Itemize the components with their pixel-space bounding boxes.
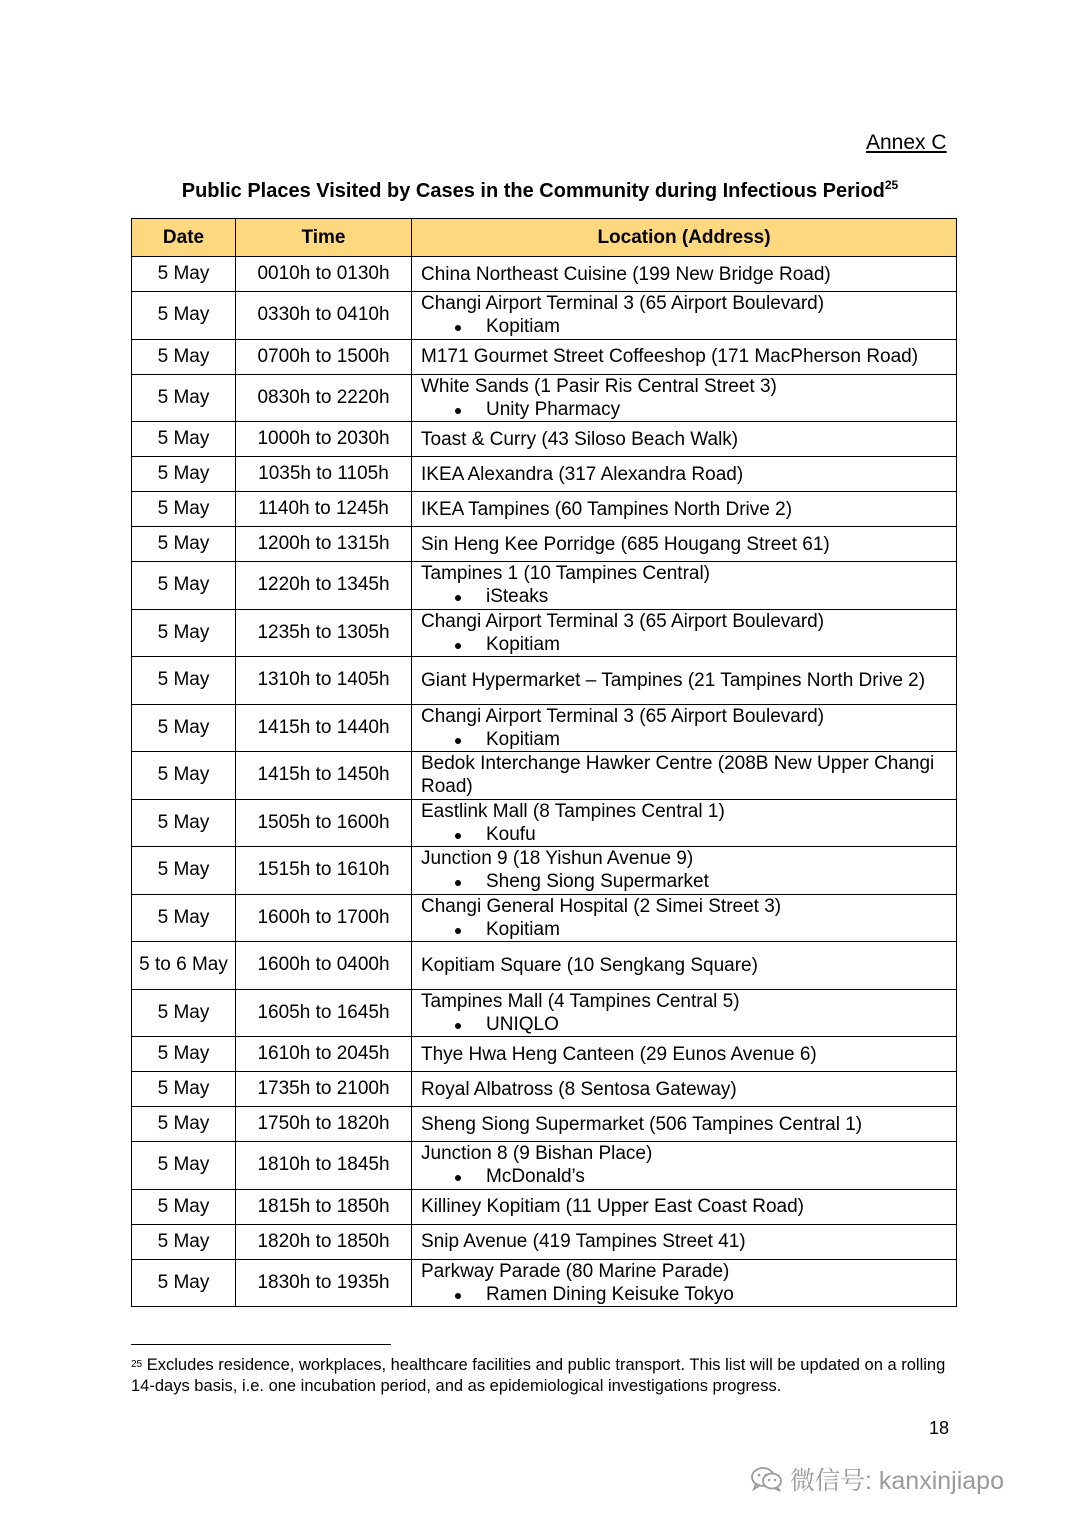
location-address: Giant Hypermarket – Tampines (21 Tampines North Drive 2) xyxy=(421,669,926,691)
table-header-row xyxy=(132,219,957,257)
location-sub-bullet xyxy=(421,823,950,846)
time-cell: 1035h to 1105h xyxy=(236,457,412,492)
location-sub-bullet xyxy=(421,1165,950,1188)
location-address: White Sands (1 Pasir Ris Central Street 3) xyxy=(421,375,777,397)
page-title xyxy=(0,180,1080,203)
date-cell: 5 May xyxy=(132,257,236,292)
date-cell: 5 May xyxy=(132,1037,236,1072)
location-cell xyxy=(412,562,957,610)
location-cell xyxy=(412,1037,957,1072)
location-address: Sheng Siong Supermarket (506 Tampines Central 1) xyxy=(421,1113,863,1135)
time-cell: 0330h to 0410h xyxy=(236,292,412,340)
location-cell xyxy=(412,1072,957,1107)
location-address: Bedok Interchange Hawker Centre (208B New Upper Changi Road) xyxy=(421,753,935,798)
sub-location-label: Sheng Siong Supermarket xyxy=(486,871,709,893)
table-row xyxy=(132,1107,957,1142)
table-row xyxy=(132,1259,957,1307)
table-row xyxy=(132,894,957,942)
column-header-location: Location (Address) xyxy=(412,219,957,257)
date-cell: 5 May xyxy=(132,1189,236,1224)
date-cell: 5 May xyxy=(132,657,236,705)
column-header-time: Time xyxy=(236,219,412,257)
time-cell: 1810h to 1845h xyxy=(236,1142,412,1190)
location-address: Killiney Kopitiam (11 Upper East Coast Road) xyxy=(421,1196,804,1217)
location-address: Changi General Hospital (2 Simei Street 3) xyxy=(421,895,782,917)
time-cell: 1600h to 1700h xyxy=(236,894,412,942)
date-cell: 5 May xyxy=(132,1107,236,1142)
sub-location-label: McDonald’s xyxy=(486,1166,585,1188)
time-cell: 1505h to 1600h xyxy=(236,799,412,847)
sub-location-label: Unity Pharmacy xyxy=(486,398,621,420)
table-row xyxy=(132,374,957,422)
date-cell: 5 May xyxy=(132,704,236,752)
table-row xyxy=(132,989,957,1037)
footnote-number: 25 xyxy=(131,1359,143,1370)
watermark xyxy=(750,1461,1004,1497)
wechat-icon xyxy=(750,1466,784,1492)
date-cell: 5 May xyxy=(132,609,236,657)
location-cell xyxy=(412,1142,957,1190)
table-row xyxy=(132,1224,957,1259)
date-cell: 5 May xyxy=(132,527,236,562)
sub-location-label: Kopitiam xyxy=(486,316,560,338)
sub-location-label: UNIQLO xyxy=(486,1013,559,1035)
time-cell: 1820h to 1850h xyxy=(236,1224,412,1259)
table-row xyxy=(132,422,957,457)
time-cell: 0010h to 0130h xyxy=(236,257,412,292)
location-cell xyxy=(412,257,957,292)
footnote-text: Excludes residence, workplaces, healthcare facilities and public transport. This list will be updated on a rolling 14-days basis, i.e. one incubation period, and as epidemiological investigations progress. xyxy=(131,1356,946,1395)
location-cell xyxy=(412,422,957,457)
location-address: Sin Heng Kee Porridge (685 Hougang Street 61) xyxy=(421,533,830,555)
watermark-text: 微信号: kanxinjiapo xyxy=(790,1467,1004,1495)
date-cell: 5 May xyxy=(132,562,236,610)
location-cell xyxy=(412,527,957,562)
location-cell xyxy=(412,1259,957,1307)
date-cell: 5 May xyxy=(132,492,236,527)
time-cell: 1815h to 1850h xyxy=(236,1189,412,1224)
footnote xyxy=(131,1355,956,1397)
table-row xyxy=(132,1189,957,1224)
location-address: IKEA Tampines (60 Tampines North Drive 2) xyxy=(421,498,793,520)
table-row xyxy=(132,1142,957,1190)
location-cell xyxy=(412,339,957,374)
time-cell: 0700h to 1500h xyxy=(236,339,412,374)
location-cell xyxy=(412,752,957,800)
date-cell: 5 May xyxy=(132,374,236,422)
location-address: Royal Albatross (8 Sentosa Gateway) xyxy=(421,1078,737,1100)
title-footnote-ref[interactable]: 25 xyxy=(884,178,899,192)
time-cell: 1830h to 1935h xyxy=(236,1259,412,1307)
table-body xyxy=(132,257,957,1307)
location-address: Toast & Curry (43 Siloso Beach Walk) xyxy=(421,428,739,450)
location-cell xyxy=(412,1224,957,1259)
table-row xyxy=(132,1037,957,1072)
location-address: Kopitiam Square (10 Sengkang Square) xyxy=(421,954,758,976)
location-cell xyxy=(412,799,957,847)
date-cell: 5 May xyxy=(132,1224,236,1259)
table-row xyxy=(132,847,957,895)
location-cell xyxy=(412,457,957,492)
location-address: Snip Avenue (419 Tampines Street 41) xyxy=(421,1231,746,1252)
date-cell: 5 May xyxy=(132,292,236,340)
time-cell: 1415h to 1450h xyxy=(236,752,412,800)
date-cell: 5 May xyxy=(132,989,236,1037)
time-cell: 1000h to 2030h xyxy=(236,422,412,457)
location-sub-bullet xyxy=(421,585,950,608)
location-cell xyxy=(412,374,957,422)
location-address: Changi Airport Terminal 3 (65 Airport Boulevard) xyxy=(421,705,825,727)
table-row xyxy=(132,527,957,562)
time-cell: 1515h to 1610h xyxy=(236,847,412,895)
table-row xyxy=(132,492,957,527)
page-number: 18 xyxy=(929,1418,950,1438)
location-sub-bullet xyxy=(421,315,950,338)
table-row xyxy=(132,657,957,705)
time-cell: 1735h to 2100h xyxy=(236,1072,412,1107)
location-address: China Northeast Cuisine (199 New Bridge Road) xyxy=(421,263,831,285)
sub-location-label: Kopitiam xyxy=(486,918,560,940)
table-row xyxy=(132,704,957,752)
location-sub-bullet xyxy=(421,918,950,941)
location-address: Tampines Mall (4 Tampines Central 5) xyxy=(421,990,740,1012)
time-cell: 1750h to 1820h xyxy=(236,1107,412,1142)
location-sub-bullet xyxy=(421,1013,950,1036)
time-cell: 1235h to 1305h xyxy=(236,609,412,657)
location-cell xyxy=(412,609,957,657)
table-row xyxy=(132,292,957,340)
location-sub-bullet xyxy=(421,870,950,893)
sub-location-label: Ramen Dining Keisuke Tokyo xyxy=(486,1283,734,1305)
table-row xyxy=(132,609,957,657)
location-address: M171 Gourmet Street Coffeeshop (171 MacPherson Road) xyxy=(421,346,919,367)
location-sub-bullet xyxy=(421,398,950,421)
location-address: Junction 9 (18 Yishun Avenue 9) xyxy=(421,848,694,870)
date-cell: 5 May xyxy=(132,847,236,895)
places-table xyxy=(131,218,957,1307)
date-cell: 5 May xyxy=(132,799,236,847)
time-cell: 1140h to 1245h xyxy=(236,492,412,527)
time-cell: 1600h to 0400h xyxy=(236,942,412,990)
time-cell: 1220h to 1345h xyxy=(236,562,412,610)
footnote-divider xyxy=(131,1344,391,1345)
location-cell xyxy=(412,492,957,527)
sub-location-label: Kopitiam xyxy=(486,633,560,655)
table-row xyxy=(132,1072,957,1107)
location-cell xyxy=(412,847,957,895)
location-address: Changi Airport Terminal 3 (65 Airport Boulevard) xyxy=(421,610,825,632)
time-cell: 1310h to 1405h xyxy=(236,657,412,705)
location-cell xyxy=(412,942,957,990)
location-address: Parkway Parade (80 Marine Parade) xyxy=(421,1260,730,1282)
location-address: Tampines 1 (10 Tampines Central) xyxy=(421,563,711,585)
location-address: Junction 8 (9 Bishan Place) xyxy=(421,1143,653,1165)
date-cell: 5 May xyxy=(132,894,236,942)
location-cell xyxy=(412,657,957,705)
date-cell: 5 May xyxy=(132,1259,236,1307)
table-row xyxy=(132,339,957,374)
date-cell: 5 May xyxy=(132,339,236,374)
time-cell: 1610h to 2045h xyxy=(236,1037,412,1072)
annex-label: Annex C xyxy=(866,131,947,154)
sub-location-label: Koufu xyxy=(486,823,536,845)
location-cell xyxy=(412,894,957,942)
time-cell: 1415h to 1440h xyxy=(236,704,412,752)
date-cell: 5 May xyxy=(132,1142,236,1190)
location-address: Thye Hwa Heng Canteen (29 Eunos Avenue 6) xyxy=(421,1043,817,1065)
table-row xyxy=(132,799,957,847)
date-cell: 5 May xyxy=(132,1072,236,1107)
table-row xyxy=(132,562,957,610)
title-text: Public Places Visited by Cases in the Community during Infectious Period xyxy=(181,180,885,202)
location-sub-bullet xyxy=(421,1283,950,1306)
location-cell xyxy=(412,292,957,340)
sub-location-label: iSteaks xyxy=(486,586,549,608)
table-row xyxy=(132,942,957,990)
location-cell xyxy=(412,1107,957,1142)
table-row xyxy=(132,457,957,492)
time-cell: 0830h to 2220h xyxy=(236,374,412,422)
location-sub-bullet xyxy=(421,728,950,751)
date-cell: 5 to 6 May xyxy=(132,942,236,990)
time-cell: 1605h to 1645h xyxy=(236,989,412,1037)
location-address: IKEA Alexandra (317 Alexandra Road) xyxy=(421,463,744,485)
location-address: Eastlink Mall (8 Tampines Central 1) xyxy=(421,800,725,822)
column-header-date: Date xyxy=(132,219,236,257)
table-row xyxy=(132,752,957,800)
time-cell: 1200h to 1315h xyxy=(236,527,412,562)
location-cell xyxy=(412,704,957,752)
date-cell: 5 May xyxy=(132,752,236,800)
table-row xyxy=(132,257,957,292)
location-address: Changi Airport Terminal 3 (65 Airport Boulevard) xyxy=(421,293,825,315)
location-cell xyxy=(412,989,957,1037)
sub-location-label: Kopitiam xyxy=(486,728,560,750)
date-cell: 5 May xyxy=(132,422,236,457)
date-cell: 5 May xyxy=(132,457,236,492)
location-cell xyxy=(412,1189,957,1224)
location-sub-bullet xyxy=(421,633,950,656)
